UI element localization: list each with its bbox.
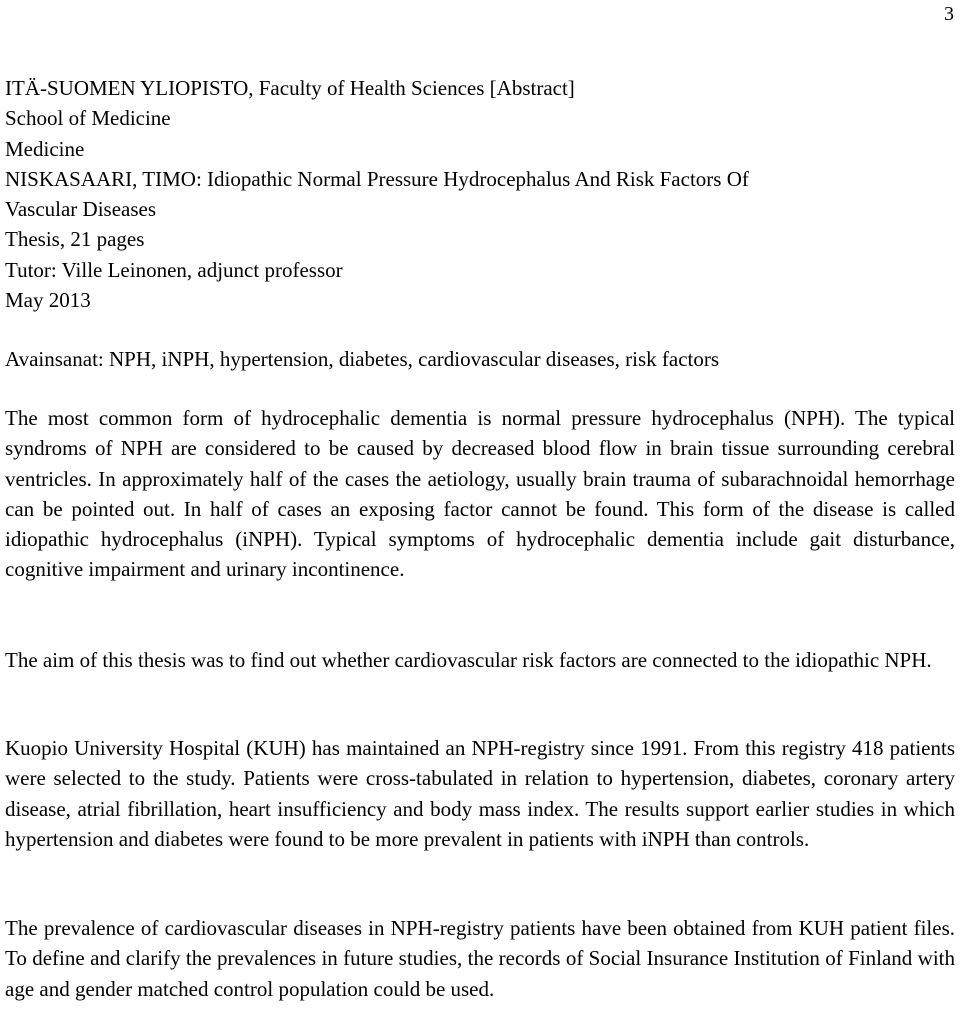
abstract-paragraph-conclusion: The prevalence of cardiovascular diseases in NPH-registry patients have been obtained from KUH patient files. To define and clarify the prevalences in future studies, the records of Social Insurance Institution of Finland with age and gender matched control population could be used. [5,916,955,1001]
header-author-title-line: NISKASAARI, TIMO: Idiopathic Normal Pressure Hydrocephalus And Risk Factors Of [5,166,749,191]
header-thesis-pages-line: Thesis, 21 pages [5,227,145,252]
abstract-paragraph-background: The most common form of hydrocephalic dementia is normal pressure hydrocephalus (NPH). The typical syndroms of NPH are considered to be caused by decreased blood flow in brain tissue surrounding cerebral ventricles. In approximately half of the cases the aetiology, usually brain trauma of subarachnoidal hemorrhage can be pointed out. In half of cases an exposing factor cannot be found. This form of the disease is called idiopathic hydrocephalus (iNPH). Typical symptoms of hydrocephalic dementia include gait disturbance, cognitive impairment and urinary incontinence. [5,406,955,582]
header-school-line: School of Medicine [5,106,171,131]
page-number: 3 [944,3,954,25]
header-field-line: Medicine [5,136,85,161]
header-date-line: May 2013 [5,288,91,313]
abstract-header [5,73,955,315]
header-tutor-line: Tutor: Ville Leinonen, adjunct professor [5,257,343,282]
keywords-line: Avainsanat: NPH, iNPH, hypertension, diabetes, cardiovascular diseases, risk factors [5,347,720,371]
header-university-line: ITÄ-SUOMEN YLIOPISTO, Faculty of Health Sciences [Abstract] [5,76,575,100]
abstract-paragraph-aim: The aim of this thesis was to find out whether cardiovascular risk factors are connected to the idiopathic NPH. [5,648,932,672]
header-title-continuation-line: Vascular Diseases [5,197,157,222]
abstract-paragraph-methods-results: Kuopio University Hospital (KUH) has maintained an NPH-registry since 1991. From this registry 418 patients were selected to the study. Patients were cross-tabulated in relation to hypertension, diabetes, coronary artery disease, atrial fibrillation, heart insufficiency and body mass index. The results support earlier studies in which hypertension and diabetes were found to be more prevalent in patients with iNPH than controls. [5,736,955,851]
